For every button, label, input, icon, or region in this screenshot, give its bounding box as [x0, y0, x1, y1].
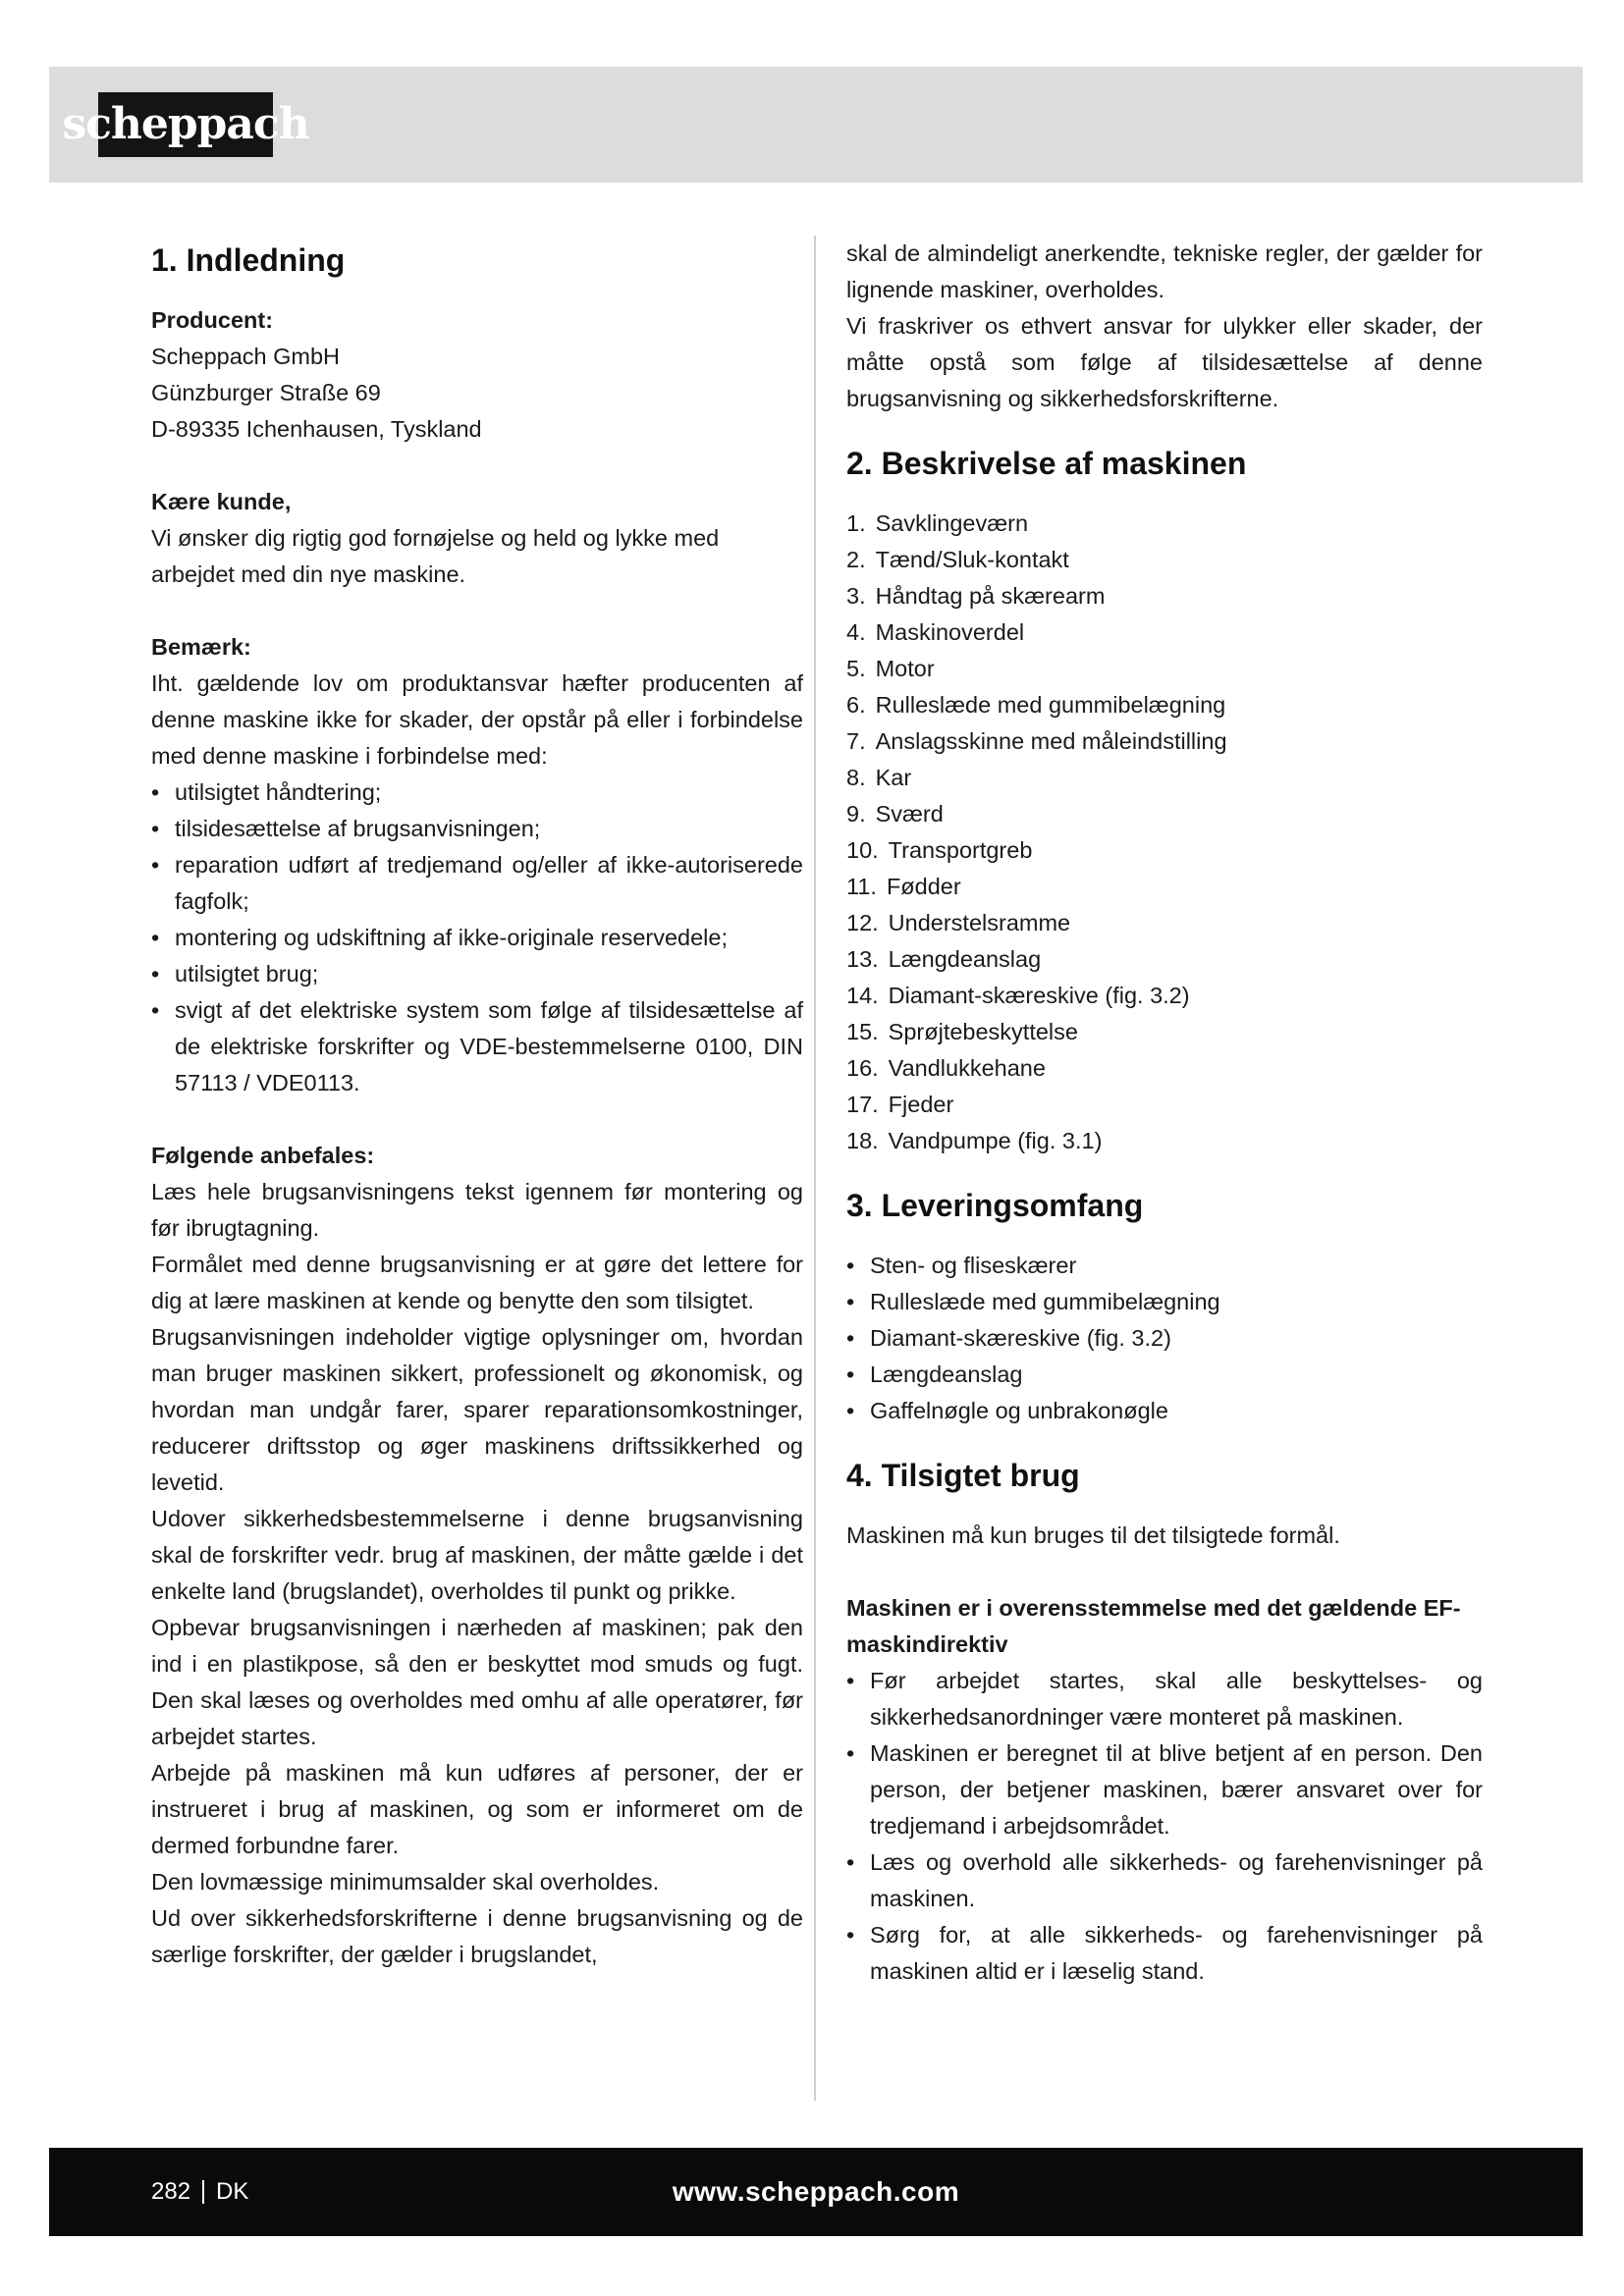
part-number: 3. [846, 583, 866, 609]
part-number: 5. [846, 656, 866, 681]
list-item: • svigt af det elektriske system som følge af tilsidesættelse af de elektriske forskrifter og VDE-bestemmelserne 0100, DIN 57113 / VDE0113. [151, 992, 803, 1101]
part-label: Fjeder [888, 1092, 954, 1117]
part-number: 1. [846, 510, 866, 536]
part-number: 17. [846, 1092, 879, 1117]
producer-line: Scheppach GmbH [151, 344, 341, 369]
part-number: 8. [846, 765, 866, 790]
scheppach-logo: scheppach [98, 92, 273, 157]
delivery-list [846, 1248, 1483, 1429]
part-label: Tænd/Sluk-kontakt [875, 547, 1069, 572]
recommend-paragraph: Arbejde på maskinen må kun udføres af personer, der er instrueret i brug af maskinen, og som er informeret om de dermed forbundne farer. [151, 1760, 803, 1858]
list-item: • Sten- og fliseskærer [846, 1248, 1483, 1284]
part-label: Sprøjtebeskyttelse [888, 1019, 1078, 1044]
part-number: 13. [846, 946, 879, 972]
conformity-label: Maskinen er i overensstemmelse med det gældende EF-maskindirektiv [846, 1595, 1461, 1657]
list-item: • Rulleslæde med gummibelægning [846, 1284, 1483, 1320]
list-item: • Før arbejdet startes, skal alle beskyttelses- og sikkerhedsanordninger være monteret på maskinen. [846, 1663, 1483, 1735]
list-item [846, 687, 1483, 723]
list-item: • Læs og overhold alle sikkerheds- og farehenvisninger på maskinen. [846, 1844, 1483, 1917]
header-band [49, 67, 1583, 183]
part-number: 16. [846, 1055, 879, 1081]
producer-line: Günzburger Straße 69 [151, 380, 381, 405]
list-item [846, 578, 1483, 614]
footer-band [49, 2148, 1583, 2236]
part-label: Vandlukkehane [888, 1055, 1046, 1081]
list-item [846, 941, 1483, 978]
part-number: 6. [846, 692, 866, 718]
list-item: • reparation udført af tredjemand og/eller af ikke-autoriserede fagfolk; [151, 847, 803, 920]
list-item: • Længdeanslag [846, 1357, 1483, 1393]
part-number: 15. [846, 1019, 879, 1044]
list-item: • Sørg for, at alle sikkerheds- og farehenvisninger på maskinen altid er i læselig stand. [846, 1917, 1483, 1990]
part-number: 11. [846, 874, 877, 899]
list-item: • utilsigtet brug; [151, 956, 803, 992]
note-bullet-list [151, 774, 803, 1101]
list-item [846, 723, 1483, 760]
producer-line: D-89335 Ichenhausen, Tyskland [151, 416, 482, 442]
list-item: • Maskinen er beregnet til at blive betjent af en person. Den person, der betjener maskinen, bærer ansvaret over for tredjemand i arbejdsområdet. [846, 1735, 1483, 1844]
recommend-paragraph: Formålet med denne brugsanvisning er at gøre det lettere for dig at lære maskinen at kende og benytte den som tilsigtet. [151, 1252, 803, 1313]
list-item [846, 760, 1483, 796]
right-column [846, 236, 1483, 1990]
list-item: • Gaffelnøgle og unbrakonøgle [846, 1393, 1483, 1429]
section-1-title: 1. Indledning [151, 242, 346, 278]
language-code: DK [216, 2178, 249, 2205]
list-item [846, 796, 1483, 832]
part-number: 18. [846, 1128, 879, 1153]
producer-label: Producent: [151, 307, 274, 333]
recommend-paragraph: Den lovmæssige minimumsalder skal overholdes. [151, 1869, 660, 1895]
part-label: Diamant-skæreskive (fig. 3.2) [888, 983, 1190, 1008]
continuation-paragraph: skal de almindeligt anerkendte, tekniske regler, der gælder for lignende maskiner, overholdes. [846, 240, 1483, 302]
recommend-paragraph: Ud over sikkerhedsforskrifterne i denne brugsanvisning og de særlige forskrifter, der gælder i brugslandet, [151, 1905, 803, 1967]
column-divider [814, 236, 816, 2101]
list-item [846, 1087, 1483, 1123]
note-text: Iht. gældende lov om produktansvar hæfter producenten af denne maskine ikke for skader, der opstår på eller i forbindelse med denne maskine i forbindelse med: [151, 670, 803, 769]
recommend-label: Følgende anbefales: [151, 1143, 375, 1168]
intended-use-text: Maskinen må kun bruges til det tilsigtede formål. [846, 1522, 1340, 1548]
list-item [846, 869, 1483, 905]
parts-list [846, 506, 1483, 1159]
part-label: Savklingeværn [875, 510, 1029, 536]
part-label: Håndtag på skærearm [875, 583, 1106, 609]
part-label: Længdeanslag [888, 946, 1042, 972]
recommend-paragraph: Udover sikkerhedsbestemmelserne i denne brugsanvisning skal de forskrifter vedr. brug af maskinen, der måtte gælde i det enkelte land (brugslandet), overholdes til punkt og prikke. [151, 1506, 803, 1604]
page-number: 282 [151, 2178, 191, 2205]
list-item: • montering og udskiftning af ikke-originale reservedele; [151, 920, 803, 956]
greeting-label: Kære kunde, [151, 489, 292, 514]
section-4-title: 4. Tilsigtet brug [846, 1458, 1080, 1493]
part-label: Maskinoverdel [875, 619, 1025, 645]
part-label: Sværd [875, 801, 944, 827]
left-column [151, 236, 803, 1973]
conformity-list [846, 1663, 1483, 1990]
list-item [846, 651, 1483, 687]
list-item: • Diamant-skæreskive (fig. 3.2) [846, 1320, 1483, 1357]
part-number: 2. [846, 547, 866, 572]
part-number: 10. [846, 837, 879, 863]
list-item [846, 614, 1483, 651]
part-label: Kar [875, 765, 912, 790]
section-2-title: 2. Beskrivelse af maskinen [846, 446, 1247, 481]
part-label: Vandpumpe (fig. 3.1) [888, 1128, 1103, 1153]
note-label: Bemærk: [151, 634, 251, 660]
list-item: • utilsigtet håndtering; [151, 774, 803, 811]
recommend-paragraph: Læs hele brugsanvisningens tekst igennem før montering og før ibrugtagning. [151, 1179, 803, 1241]
list-item [846, 978, 1483, 1014]
part-label: Rulleslæde med gummibelægning [875, 692, 1226, 718]
list-item [846, 832, 1483, 869]
part-label: Fødder [886, 874, 961, 899]
continuation-paragraph: Vi fraskriver os ethvert ansvar for ulykker eller skader, der måtte opstå som følge af tilsidesættelse af denne brugsanvisning og sikkerhedsforskrifterne. [846, 313, 1483, 411]
section-3-title: 3. Leveringsomfang [846, 1188, 1144, 1223]
list-item [846, 1014, 1483, 1050]
part-number: 14. [846, 983, 879, 1008]
recommend-paragraph: Opbevar brugsanvisningen i nærheden af maskinen; pak den ind i en plastikpose, så den er beskyttet mod smuds og fugt. Den skal læses og overholdes med omhu af alle operatører, før arbejdet startes. [151, 1615, 803, 1749]
part-label: Motor [875, 656, 935, 681]
list-item [846, 905, 1483, 941]
part-label: Transportgreb [888, 837, 1033, 863]
part-number: 7. [846, 728, 866, 754]
list-item [846, 542, 1483, 578]
greeting-text: Vi ønsker dig rigtig god fornøjelse og held og lykke med arbejdet med din nye maskine. [151, 525, 720, 587]
part-label: Understelsramme [888, 910, 1071, 935]
list-item: • tilsidesættelse af brugsanvisningen; [151, 811, 803, 847]
recommend-paragraph: Brugsanvisningen indeholder vigtige oplysninger om, hvordan man bruger maskinen sikkert, professionelt og økonomisk, og hvordan man undgår farer, sparer reparationsomkostninger, reducerer driftsstop og øger maskinens driftssikkerhed og levetid. [151, 1324, 803, 1495]
part-number: 4. [846, 619, 866, 645]
part-number: 9. [846, 801, 866, 827]
website-url: www.scheppach.com [672, 2176, 960, 2207]
part-label: Anslagsskinne med måleindstilling [875, 728, 1227, 754]
list-item [846, 1123, 1483, 1159]
list-item [846, 1050, 1483, 1087]
part-number: 12. [846, 910, 879, 935]
list-item [846, 506, 1483, 542]
